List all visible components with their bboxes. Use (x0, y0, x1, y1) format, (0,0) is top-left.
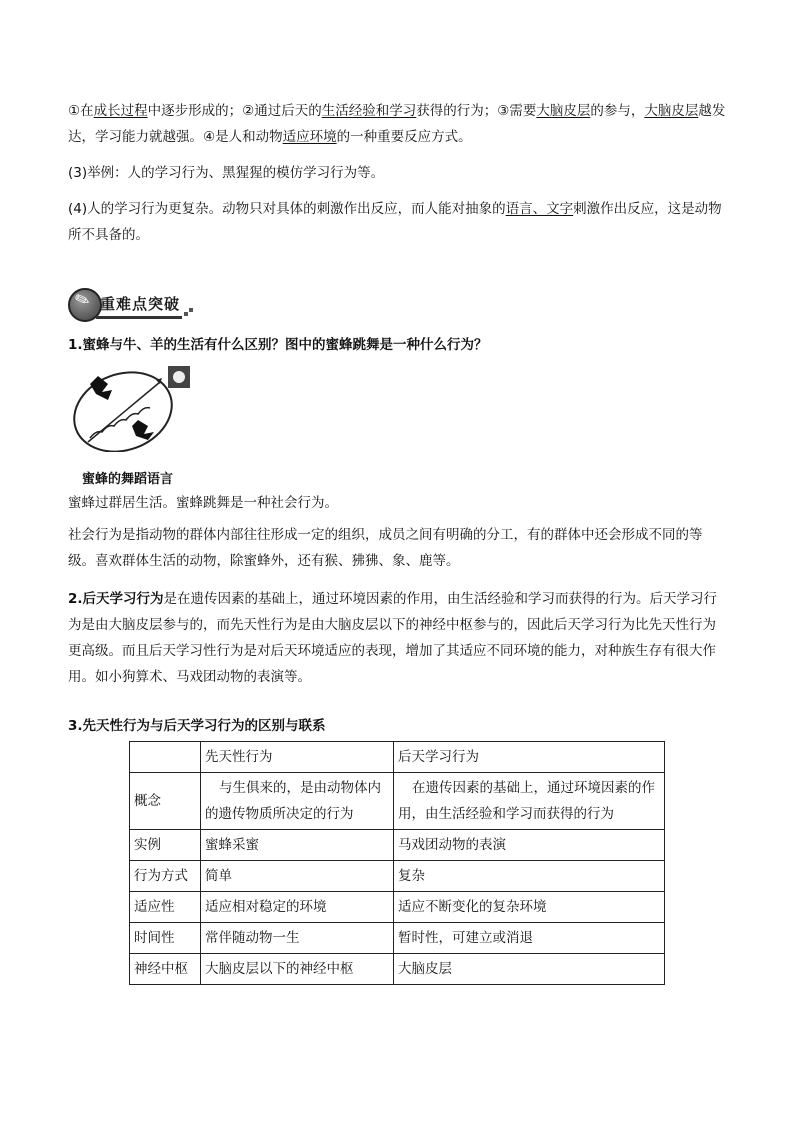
pencil-icon: ✎ (71, 288, 94, 313)
table-cell: 暂时性，可建立或消退 (394, 923, 665, 954)
table-header-cell (130, 742, 201, 773)
table-cell: 时间性 (130, 923, 201, 954)
q1-answer-2: 社会行为是指动物的群体内部往往形成一定的组织，成员之间有明确的分工，有的群体中还会形成不同的等级。喜欢群体生活的动物，除蜜蜂外，还有猴、狒狒、象、鹿等。 (68, 527, 703, 569)
bee-dance-figure (68, 362, 194, 452)
banner-underline (96, 316, 182, 319)
table-cell: 适应相对稳定的环境 (201, 892, 394, 923)
table-cell: 与生俱来的，是由动物体内的遗传物质所决定的行为 (201, 773, 394, 830)
section-title: 重难点突破 (100, 295, 181, 313)
comparison-table (129, 741, 665, 985)
table-cell: 大脑皮层 (394, 954, 665, 985)
underlined-term: 大脑皮层 (644, 103, 699, 119)
text-run: 的参与， (590, 103, 645, 119)
text-run: 的一种重要反应方式。 (336, 129, 472, 145)
intro-paragraph-2: (3)举例：人的学习行为、黑猩猩的模仿学习行为等。 (68, 165, 385, 181)
table-row (130, 861, 665, 892)
table-header-cell: 先天性行为 (201, 742, 394, 773)
q1-heading: 1.蜜蜂与牛、羊的生活有什么区别？图中的蜜蜂跳舞是一种什么行为？ (68, 337, 488, 353)
table-row (130, 923, 665, 954)
q2-paragraph (68, 586, 728, 690)
intro-paragraph-3 (68, 196, 728, 248)
text-run: 获得的行为；③需要 (416, 103, 537, 119)
q3-heading: 3.先天性行为与后天学习行为的区别与联系 (68, 718, 326, 734)
table-cell: 马戏团动物的表演 (394, 830, 665, 861)
q2-text: 是在遗传因素的基础上，通过环境因素的作用，由生活经验和学习而获得的行为。后天学习行为是由大脑皮层参与的，而先天性行为是由大脑皮层以下的神经中枢参与的，因此后天学习行为比先天性行为更高级。而且后天学习性行为是对后天环境适应的表现，增加了其适应不同环境的能力，对种族生存有很大作用。如小狗算术、马戏团动物的表演等。 (68, 591, 718, 685)
table-cell: 复杂 (394, 861, 665, 892)
text-run: (4)人的学习行为更复杂。动物只对具体的刺激作出反应，而人能对抽象的 (68, 201, 506, 217)
intro-paragraph-1 (68, 98, 728, 150)
table-cell: 实例 (130, 830, 201, 861)
banner-dot (184, 312, 188, 316)
table-cell: 蜜蜂采蜜 (201, 830, 394, 861)
table-cell: 神经中枢 (130, 954, 201, 985)
text-run: 刺激作出反应，这是动物所不具备的。 (68, 201, 722, 243)
banner-dot (189, 308, 193, 312)
q1-answer-1: 蜜蜂过群居生活。蜜蜂跳舞是一种社会行为。 (68, 495, 338, 511)
table-cell: 适应不断变化的复杂环境 (394, 892, 665, 923)
table-cell: 行为方式 (130, 861, 201, 892)
table-header-row (130, 742, 665, 773)
table-header-cell: 后天学习行为 (394, 742, 665, 773)
underlined-term: 适应环境 (282, 129, 337, 145)
table-cell: 简单 (201, 861, 394, 892)
underlined-term: 语言、文字 (505, 201, 574, 217)
table-row (130, 954, 665, 985)
underlined-term: 成长过程 (93, 103, 148, 119)
table-row (130, 773, 665, 830)
figure-caption: 蜜蜂的舞蹈语言 (82, 472, 174, 487)
underlined-term: 生活经验和学习 (321, 103, 417, 119)
text-run: ①在 (68, 103, 94, 119)
section-banner (66, 286, 196, 320)
q2-heading: 2.后天学习行为 (68, 591, 164, 607)
table-cell: 在遗传因素的基础上，通过环境因素的作用，由生活经验和学习而获得的行为 (394, 773, 665, 830)
table-cell: 概念 (130, 773, 201, 830)
bee-dance-illustration (68, 362, 194, 452)
underlined-term: 大脑皮层 (536, 103, 591, 119)
table-cell: 常伴随动物一生 (201, 923, 394, 954)
text-run: 中逐步形成的；②通过后天的 (147, 103, 322, 119)
table-row (130, 830, 665, 861)
table-cell: 大脑皮层以下的神经中枢 (201, 954, 394, 985)
text-run: 越发达，学习能力就越强。④是人和动物 (68, 103, 726, 145)
table-row (130, 892, 665, 923)
table-cell: 适应性 (130, 892, 201, 923)
